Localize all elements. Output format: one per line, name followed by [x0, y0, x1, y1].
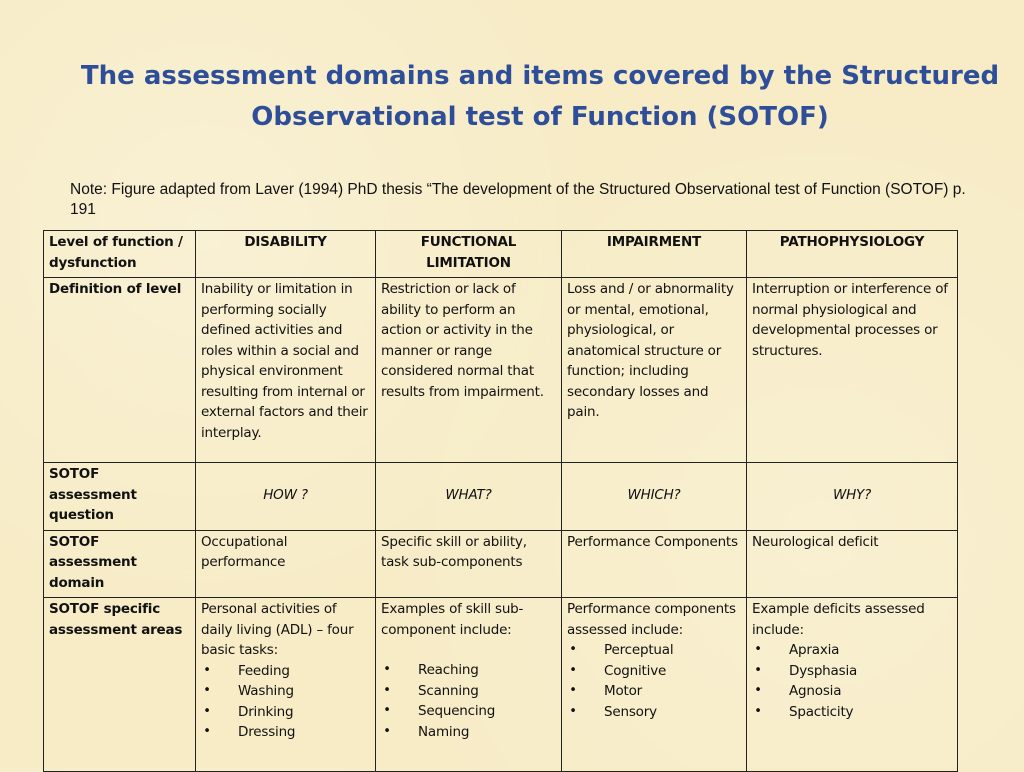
cell-areas-impairment — [562, 598, 747, 772]
cell-definition-pathophysiology: Interruption or interference of normal physiological and developmental processes or structures. — [747, 278, 958, 463]
bullet-icon: • — [203, 724, 211, 739]
bullet-icon: • — [569, 642, 577, 657]
areas-list — [201, 661, 370, 743]
table-header-row — [44, 231, 958, 278]
list-item: • Perceptual — [567, 640, 741, 661]
column-header-disability: DISABILITY — [196, 231, 376, 278]
list-item: • Feeding — [201, 661, 370, 682]
list-item: • Sensory — [567, 702, 741, 723]
row-label-domain: SOTOF assessment domain — [44, 530, 196, 598]
column-header-impairment: IMPAIRMENT — [562, 231, 747, 278]
list-item: • Cognitive — [567, 661, 741, 682]
cell-definition-impairment: Loss and / or abnormality or mental, emotional, physiological, or anatomical structure or function; including secondary losses and pain. — [562, 278, 747, 463]
bullet-icon: • — [383, 662, 391, 677]
list-item: • Apraxia — [752, 640, 952, 661]
areas-intro: Personal activities of daily living (ADL) – four basic tasks: — [201, 601, 354, 658]
list-item: • Dressing — [201, 722, 370, 743]
areas-intro: Example deficits assessed include: — [752, 601, 925, 638]
bullet-icon: • — [569, 703, 577, 719]
cell-question-how: HOW ? — [196, 463, 376, 531]
list-item: • Motor — [567, 681, 741, 702]
table-row-question — [44, 463, 958, 531]
cell-definition-disability: Inability or limitation in performing socially defined activities and roles within a social and physical environment resulting from internal or external factors and their interplay. — [196, 278, 376, 463]
column-header-functional-limitation: FUNCTIONAL LIMITATION — [376, 231, 562, 278]
list-item: • Sequencing — [381, 701, 556, 722]
bullet-icon: • — [754, 662, 762, 678]
bullet-icon: • — [754, 703, 762, 719]
list-item: • Drinking — [201, 702, 370, 723]
areas-intro: Examples of skill sub-component include: — [381, 601, 524, 638]
cell-question-why: WHY? — [747, 463, 958, 531]
bullet-icon: • — [383, 723, 391, 739]
list-item: • Scanning — [381, 681, 556, 702]
row-label-areas: SOTOF specific assessment areas — [44, 598, 196, 772]
list-item: • Dysphasia — [752, 661, 952, 682]
sotof-table — [43, 230, 958, 772]
bullet-icon: • — [383, 682, 391, 698]
bullet-icon: • — [754, 683, 762, 698]
list-item: • Reaching — [381, 660, 556, 681]
cell-question-which: WHICH? — [562, 463, 747, 531]
cell-areas-functional-limitation — [376, 598, 562, 772]
areas-intro: Performance components assessed include: — [567, 601, 736, 638]
column-header-pathophysiology: PATHOPHYSIOLOGY — [747, 231, 958, 278]
slide-title: The assessment domains and items covered by the Structured Observational test of Function (SOTOF) — [80, 61, 1000, 132]
areas-list — [752, 640, 952, 722]
bullet-icon: • — [569, 662, 577, 678]
list-item: • Washing — [201, 681, 370, 702]
list-item: • Agnosia — [752, 681, 952, 702]
bullet-icon: • — [754, 642, 762, 657]
list-item: • Spacticity — [752, 702, 952, 723]
row-label-level: Level of function / dysfunction — [44, 231, 196, 278]
bullet-icon: • — [569, 683, 577, 698]
list-item: • Naming — [381, 722, 556, 743]
bullet-icon: • — [203, 662, 211, 678]
cell-domain-functional-limitation: Specific skill or ability, task sub-components — [376, 530, 562, 598]
areas-list — [567, 640, 741, 722]
table-row-domain — [44, 530, 958, 598]
row-label-question: SOTOF assessment question — [44, 463, 196, 531]
cell-domain-impairment: Performance Components — [562, 530, 747, 598]
areas-list — [381, 660, 556, 742]
table-row-areas — [44, 598, 958, 772]
source-note: Note: Figure adapted from Laver (1994) PhD thesis “The development of the Structured Observational test of Function (SOTOF) p. 191 — [70, 181, 966, 218]
cell-definition-functional-limitation: Restriction or lack of ability to perform an action or activity in the manner or range considered normal that results from impairment. — [376, 278, 562, 463]
cell-domain-pathophysiology: Neurological deficit — [747, 530, 958, 598]
bullet-icon: • — [203, 683, 211, 698]
table-row-definition — [44, 278, 958, 463]
bullet-icon: • — [203, 703, 211, 719]
cell-areas-pathophysiology — [747, 598, 958, 772]
cell-question-what: WHAT? — [376, 463, 562, 531]
row-label-definition: Definition of level — [44, 278, 196, 463]
cell-areas-disability — [196, 598, 376, 772]
bullet-icon: • — [383, 703, 391, 718]
cell-domain-disability: Occupational performance — [196, 530, 376, 598]
